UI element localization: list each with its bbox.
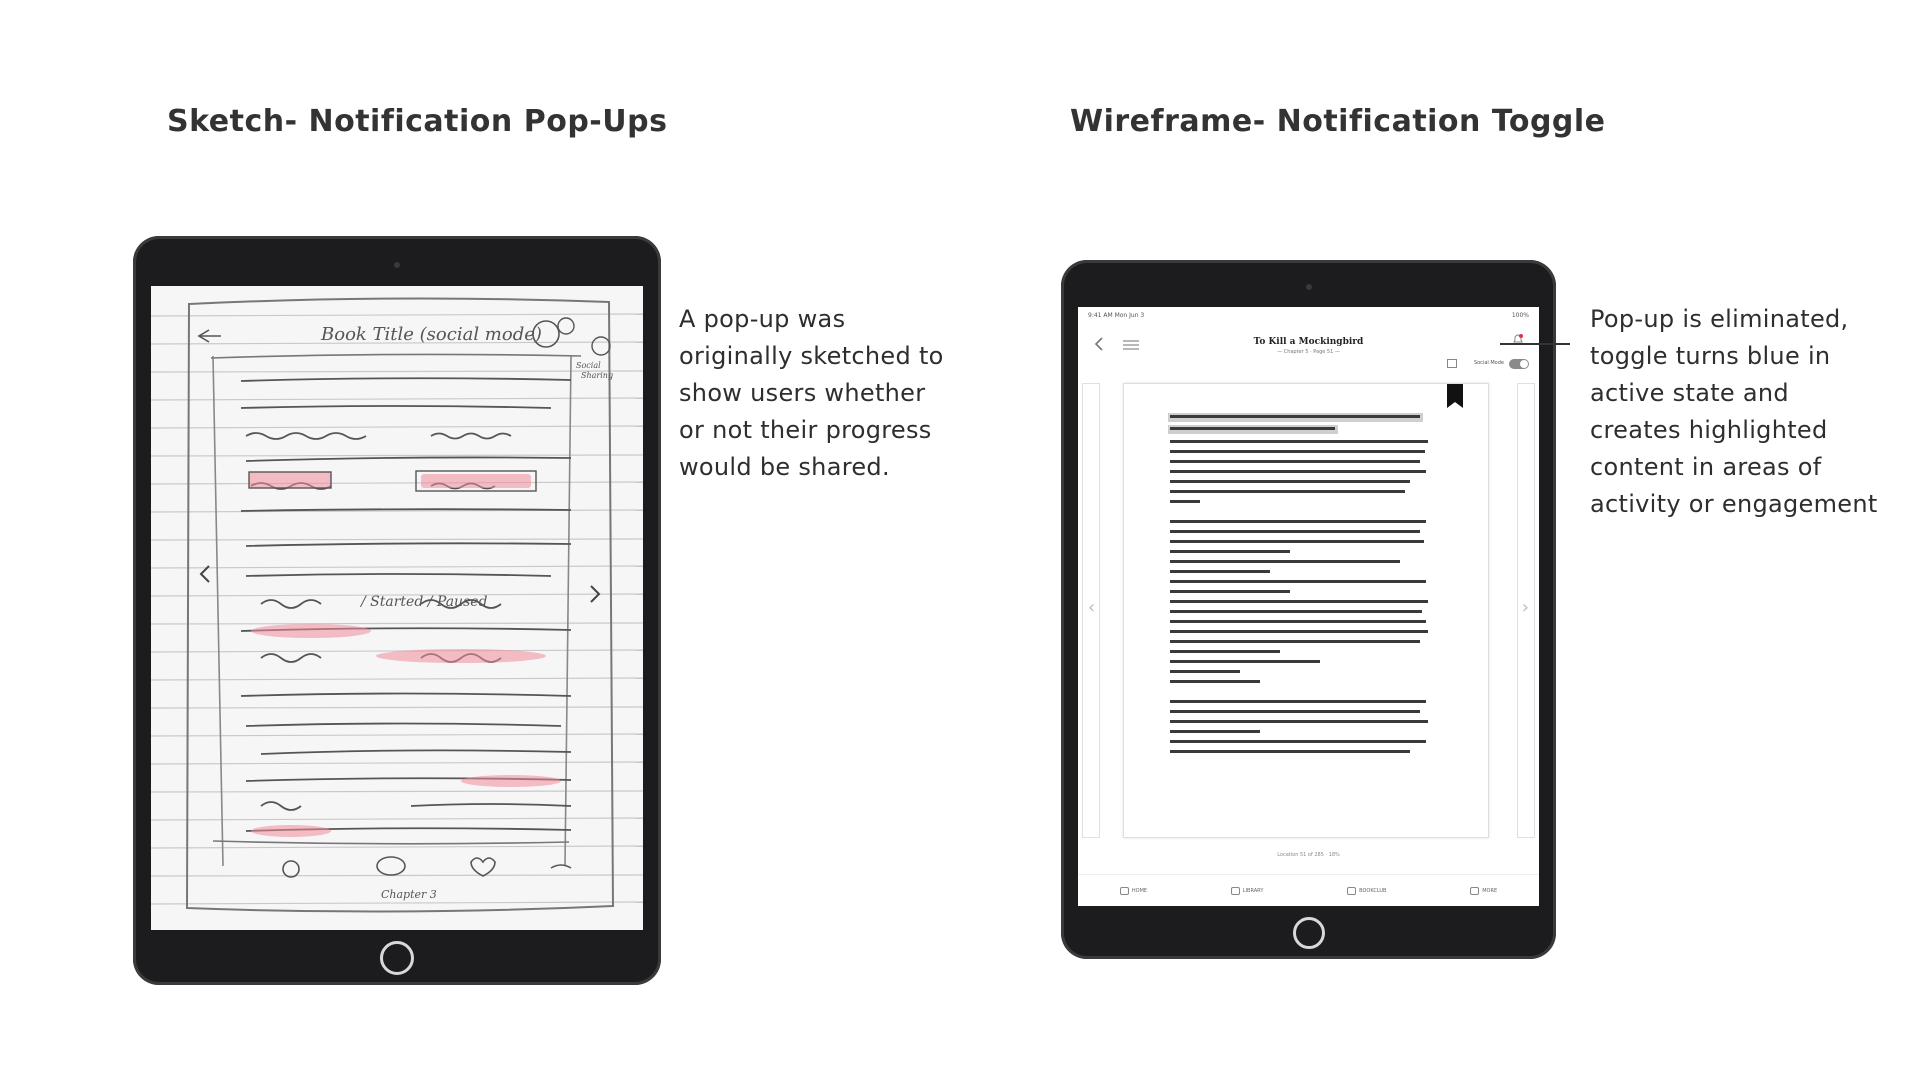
tab-bookclub[interactable]: BOOKCLUB [1347,887,1386,895]
tab-library[interactable]: LIBRARY [1231,887,1264,895]
library-icon [1231,887,1240,895]
status-time: 9:41 AM Mon Jun 3 [1088,312,1145,319]
svg-text:/ Started / Paused: / Started / Paused [361,594,488,610]
next-page-chevron-icon[interactable]: › [1521,597,1529,618]
camera-dot [394,262,400,268]
status-battery: 100% [1511,312,1529,319]
home-icon [1120,887,1129,895]
wireframe-ipad [1061,260,1556,959]
sketch-ipad [133,236,661,985]
sketch-drawing [151,286,643,930]
tab-bar [1078,874,1539,906]
sketch-heading: Sketch- Notification Pop-Ups [167,104,668,139]
location-label: Location 51 of 285 · 18% [1277,852,1340,858]
bookclub-icon [1347,887,1356,895]
status-bar [1078,307,1539,325]
book-icon[interactable] [1447,359,1457,368]
social-mode-toggle[interactable] [1509,359,1529,369]
book-title: To Kill a Mockingbird [1253,337,1364,347]
svg-text:Book Title (social mode): Book Title (social mode) [321,324,542,345]
svg-text:Social: Social [576,361,601,370]
sketch-chapter-label: Chapter 3 [381,888,437,901]
svg-text:Sharing: Sharing [581,371,614,380]
callout-line [1500,343,1570,345]
wireframe-description: Pop-up is eliminated, toggle turns blue in active state and creates highlighted content in areas of activity or engagement [1590,305,1878,518]
tab-more[interactable]: MORE [1470,887,1497,895]
chapter-label: — Chapter 5 · Page 51 — [1277,349,1340,355]
camera-dot [1306,284,1312,290]
wireframe-screen [1078,307,1539,906]
wireframe-heading: Wireframe- Notification Toggle [1070,104,1606,139]
home-button[interactable] [1293,917,1325,949]
page-text-lines [1124,384,1490,839]
tab-home[interactable]: HOME [1120,887,1147,895]
prev-page-chevron-icon[interactable]: ‹ [1088,597,1096,618]
more-icon [1470,887,1479,895]
sketch-description: A pop-up was originally sketched to show users whether or not their progress would be shared. [679,305,944,481]
book-page [1123,383,1489,838]
social-mode-label: Social Mode [1473,360,1504,366]
home-button[interactable] [380,941,414,975]
sketch-screen [151,286,643,930]
